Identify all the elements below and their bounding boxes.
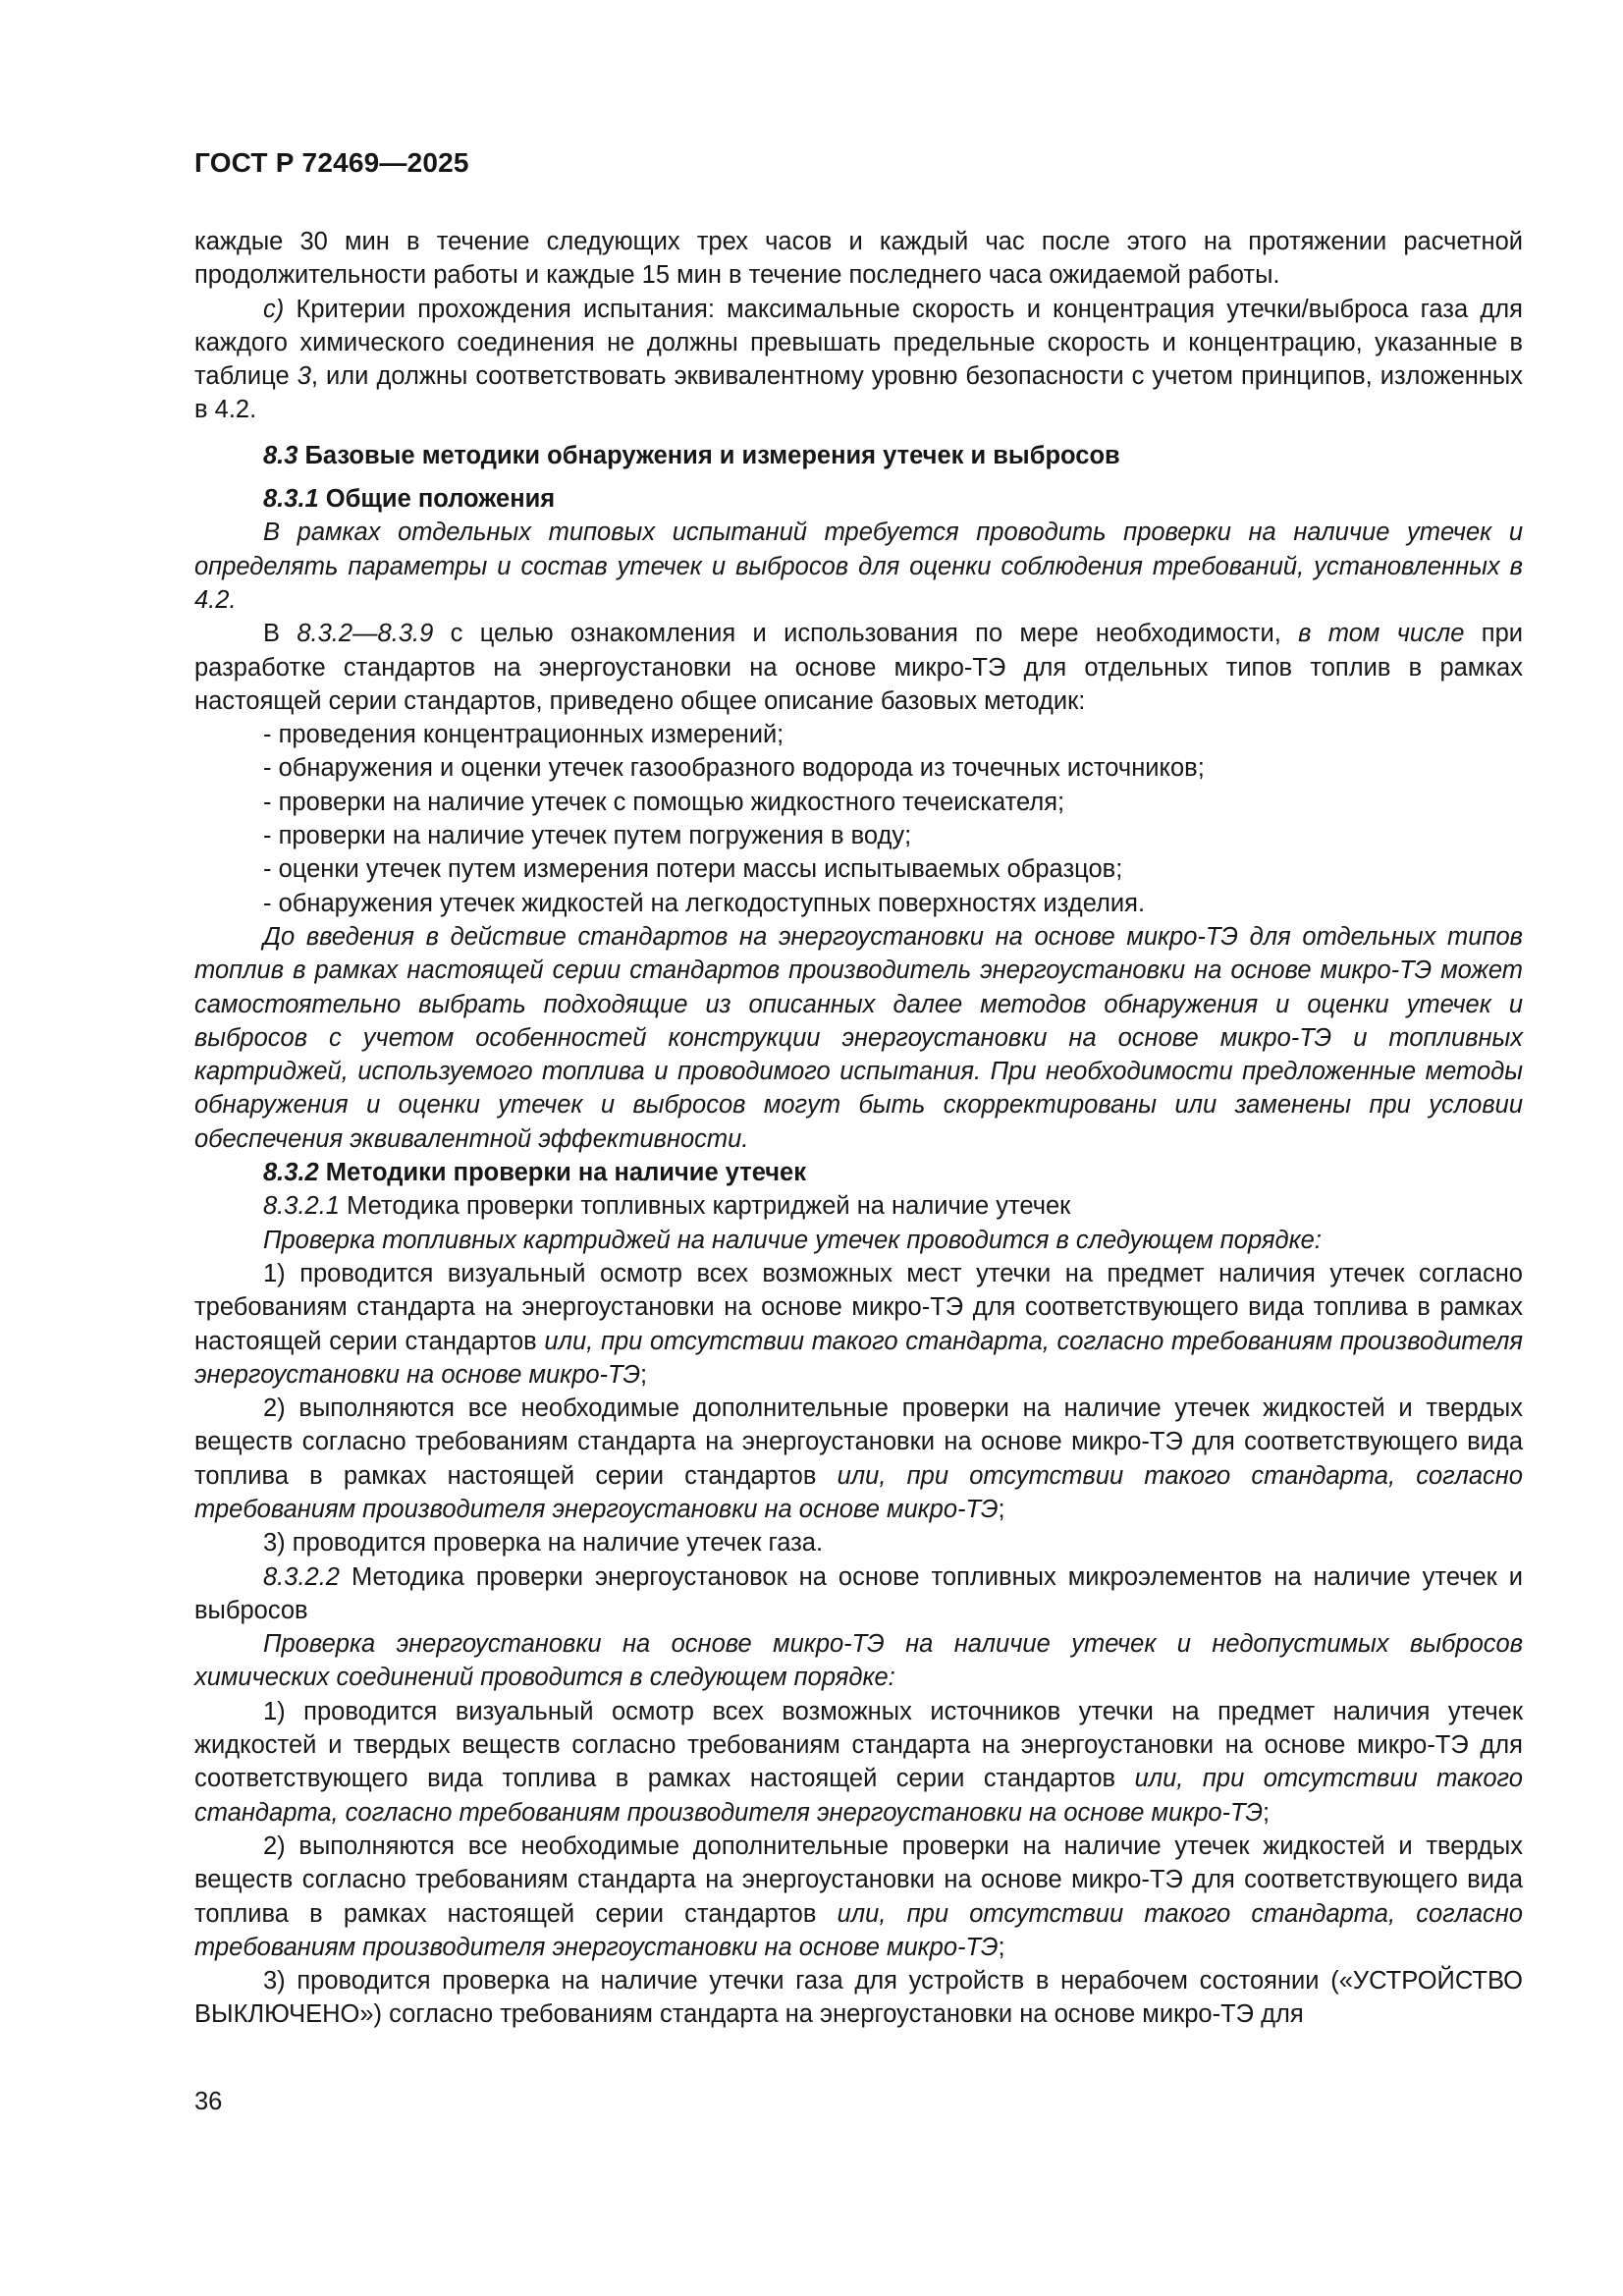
paragraph <box>194 1695 1523 1830</box>
text-run: ; <box>640 1360 648 1389</box>
text-run: - оценки утечек путем измерения потери массы испытываемых образцов; <box>263 855 1123 884</box>
section-heading <box>194 439 1523 472</box>
text-run: или, при отсутствии такого стандарта, согласно требованиям производителя энергоустановки на основе микро-ТЭ <box>194 1461 1523 1523</box>
text-run: Базовые методики обнаружения и измерения утечек и выбросов <box>298 441 1120 469</box>
list-item <box>194 852 1523 886</box>
paragraph <box>194 617 1523 718</box>
list-item <box>194 718 1523 751</box>
text-run: До введения в действие стандартов на энергоустановки на основе микро-ТЭ для отдельных типов топлив в рамках настоящей серии стандартов производитель энергоустановки на основе микро-ТЭ может самостоятельно выбрать подходящие из описанных далее методов обнаружения и оценки утечек и выбросов с учетом особенностей конструкции энергоустановки на основе микро-ТЭ и топливных картриджей, используемого топлива и проводимого испытания. При необходимости предложенные методы обнаружения и оценки утечек и выбросов могут быть скорректированы или заменены при условии обеспечения эквивалентной эффективности. <box>194 922 1523 1153</box>
paragraph <box>194 1964 1523 2032</box>
text-run: Методика проверки топливных картриджей на наличие утечек <box>339 1192 1071 1221</box>
page-number: 36 <box>194 2088 223 2115</box>
text-run: при разработке стандартов на энергоустановки на основе микро-ТЭ для отдельных типов топлив в рамках настоящей серии стандартов, приведено общее описание базовых методик: <box>194 620 1524 715</box>
paragraph <box>194 293 1523 427</box>
paragraph <box>194 1189 1523 1223</box>
paragraph <box>194 1627 1523 1695</box>
list-item <box>194 887 1523 920</box>
text-run: 8.3.2 <box>263 1159 319 1187</box>
text-run: 2) выполняются все необходимые дополнительные проверки на наличие утечек жидкостей и твердых веществ согласно требованиям стандарта на энергоустановки на основе микро-ТЭ для соответствующего вида топлива в рамках настоящей серии стандартов <box>194 1394 1523 1490</box>
list-item <box>194 786 1523 819</box>
text-run: Методики проверки на наличие утечек <box>318 1159 806 1187</box>
text-run: Проверка топливных картриджей на наличие утечек проводится в следующем порядке: <box>263 1226 1322 1254</box>
text-run: или, при отсутствии такого стандарта, согласно требованиям производителя энергоустановки на основе микро-ТЭ <box>194 1899 1523 1961</box>
text-run: 2) выполняются все необходимые дополнительные проверки на наличие утечек жидкостей и твердых веществ согласно требованиям стандарта на энергоустановки на основе микро-ТЭ для соответствующего вида топлива в рамках настоящей серии стандартов <box>194 1831 1523 1928</box>
text-run: Проверка энергоустановки на основе микро-ТЭ на наличие утечек и недопустимых выбросов химических соединений проводится в следующем порядке: <box>194 1630 1523 1692</box>
text-run: или, при отсутствии такого стандарта, согласно требованиям производителя энергоустановки на основе микро-ТЭ <box>194 1327 1523 1389</box>
paragraph <box>194 1830 1523 1964</box>
text-run: или, при отсутствии такого стандарта, согласно требованиям производителя энергоустановки на основе микро-ТЭ <box>194 1765 1523 1827</box>
paragraph <box>194 920 1523 1156</box>
section-heading <box>194 482 1523 516</box>
text-run: Методика проверки энергоустановок на основе топливных микроэлементов на наличие утечек и выбросов <box>194 1562 1523 1624</box>
text-run: - проведения концентрационных измерений; <box>263 721 784 749</box>
section-heading <box>194 1156 1523 1189</box>
text-run: - обнаружения утечек жидкостей на легкодоступных поверхностях изделия. <box>263 889 1146 917</box>
text-run: в том числе <box>1298 620 1465 648</box>
paragraph <box>194 1392 1523 1526</box>
text-run: 8.3.2.1 <box>263 1192 340 1221</box>
text-run: 1) проводится визуальный осмотр всех возможных мест утечки на предмет наличия утечек согласно требованиям стандарта на энергоустановки на основе микро-ТЭ для соответствующего вида топлива в рамках настоящей серии стандартов <box>194 1259 1523 1355</box>
text-run: - проверки на наличие утечек с помощью жидкостного течеискателя; <box>263 788 1065 816</box>
text-run: ; <box>1263 1798 1271 1827</box>
paragraph <box>194 225 1523 293</box>
text-run: 8.3 <box>263 441 298 469</box>
text-run: каждые 30 мин в течение следующих трех часов и каждый час после этого на протяжении расчетной продолжительности работы и каждые 15 мин в течение последнего часа ожидаемой работы. <box>194 228 1523 290</box>
text-run: ; <box>998 1933 1005 1961</box>
paragraph <box>194 1224 1523 1257</box>
text-run: с) <box>263 295 285 323</box>
text-run: 3 <box>297 362 311 391</box>
text-run: - проверки на наличие утечек путем погружения в воду; <box>263 822 912 850</box>
text-run: - обнаружения и оценки утечек газообразного водорода из точечных источников; <box>263 754 1205 783</box>
text-run: Общие положения <box>318 485 556 514</box>
paragraph <box>194 1257 1523 1392</box>
list-item <box>194 819 1523 852</box>
paragraph <box>194 1560 1523 1628</box>
document-body <box>194 225 1523 2032</box>
list-item <box>194 751 1523 785</box>
text-run: В <box>263 620 298 648</box>
text-run: 1) проводится визуальный осмотр всех возможных источников утечки на предмет наличия утечек жидкостей и твердых веществ согласно требованиям стандарта на энергоустановки на основе микро-ТЭ для соответствующего вида топлива в рамках настоящей серии стандартов <box>194 1697 1523 1793</box>
text-run: 8.3.2—8.3.9 <box>297 620 434 648</box>
text-run: ; <box>998 1495 1005 1523</box>
text-run: Критерии прохождения испытания: максимальные скорость и концентрация утечки/выброса газа для каждого химического соединения не должны превышать предельные скорость и концентрацию, указанные в таблице <box>194 295 1523 391</box>
document-header: ГОСТ Р 72469—2025 <box>194 147 469 178</box>
text-run: , или должны соответствовать эквивалентному уровню безопасности с учетом принципов, изложенных в 4.2. <box>194 362 1523 424</box>
paragraph <box>194 516 1523 617</box>
paragraph <box>194 1526 1523 1559</box>
text-run: 8.3.1 <box>263 485 319 514</box>
text-run: 3) проводится проверка на наличие утечки газа для устройств в нерабочем состоянии («УСТРОЙСТВО ВЫКЛЮЧЕНО») согласно требованиям стандарта на энергоустановки на основе микро-ТЭ для <box>194 1967 1523 2029</box>
text-run: В рамках отдельных типовых испытаний требуется проводить проверки на наличие утечек и определять параметры и состав утечек и выбросов для оценки соблюдения требований, установленных в 4.2. <box>194 519 1523 614</box>
text-run: с целью ознакомления и использования по мере необходимости, <box>433 620 1299 648</box>
text-run: 8.3.2.2 <box>263 1562 340 1591</box>
text-run: 3) проводится проверка на наличие утечек газа. <box>263 1529 824 1558</box>
